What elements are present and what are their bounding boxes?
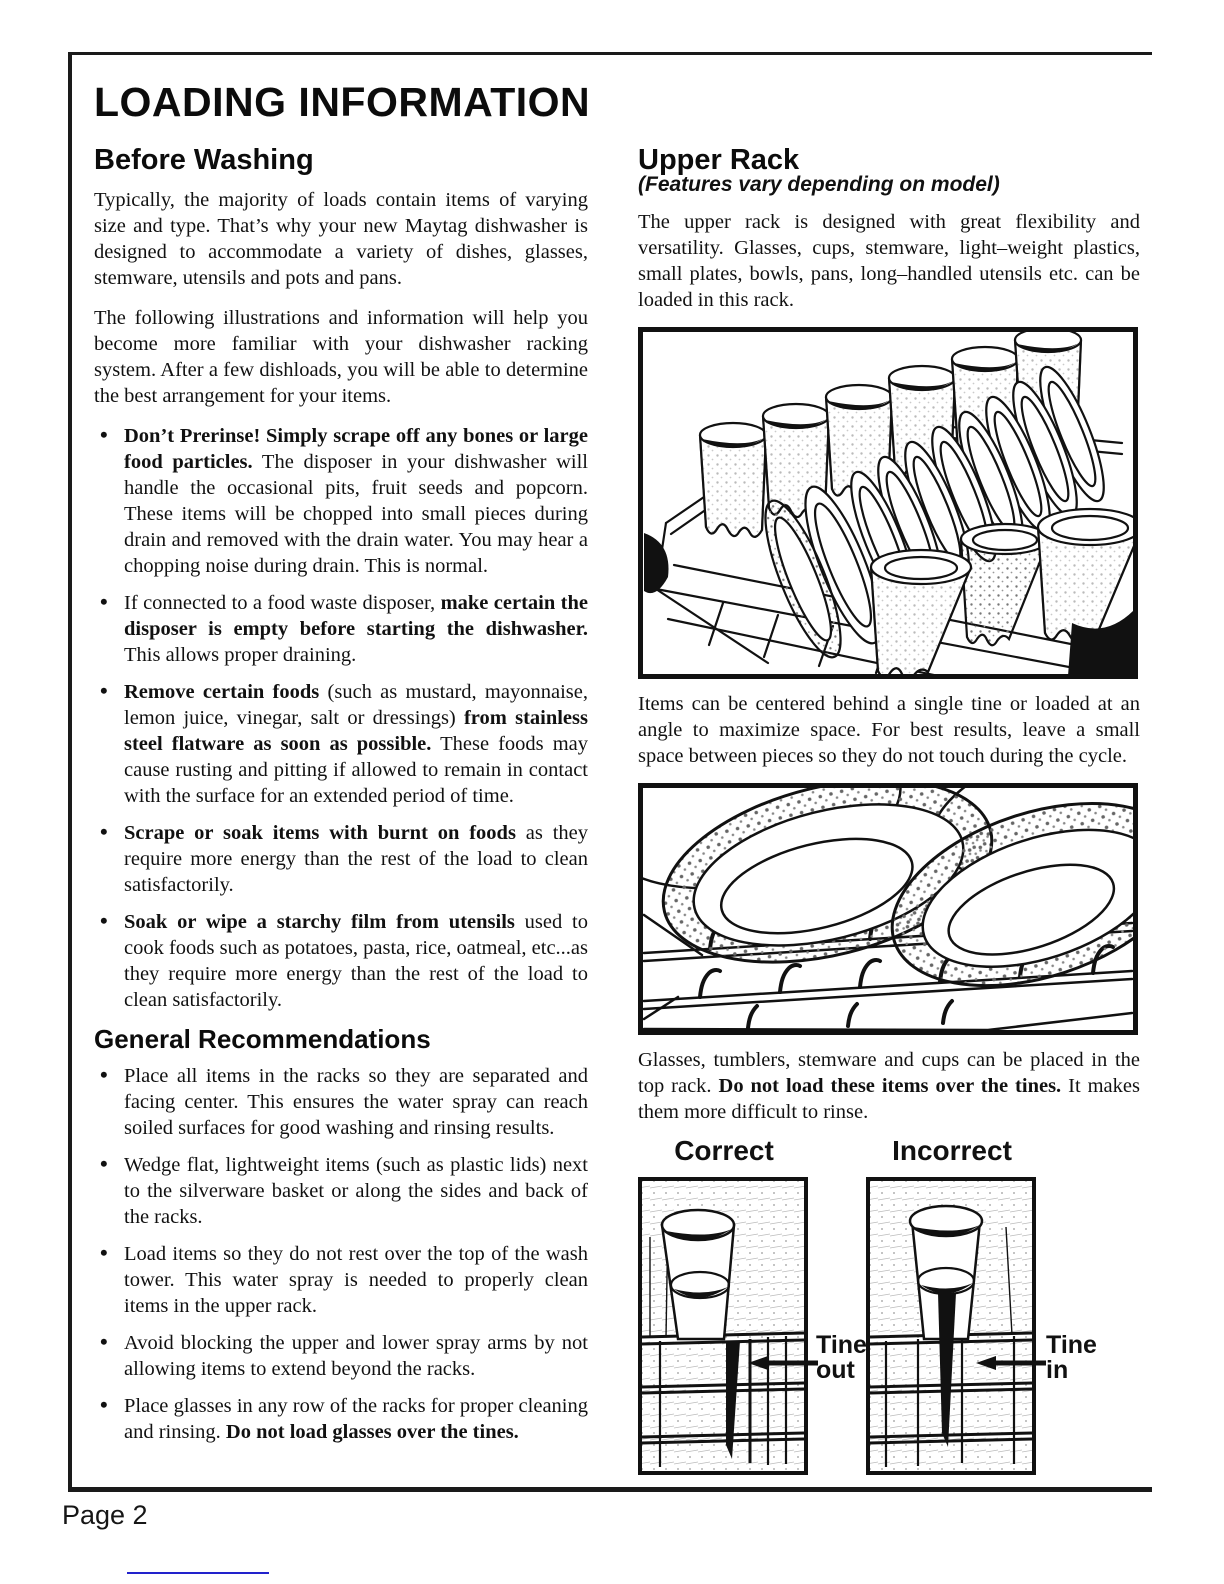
comparison-figures xyxy=(638,1177,1140,1479)
link-underline-artifact xyxy=(127,1572,269,1574)
column-left xyxy=(94,138,588,1479)
paragraph: The upper rack is designed with great flexibility and versatility. Glasses, cups, stemware, light–weight plastics, small plates, bowls, pans, long–handled utensils etc. can be loaded in this rack. xyxy=(638,211,1140,311)
heading-upper-rack: Upper Rack xyxy=(638,144,800,176)
bullet-text: Place all items in the racks so they are separated and facing center. This ensures the water spray can reach soiled surfaces for good washing and rinsing results. xyxy=(124,1065,588,1139)
incorrect-label: Incorrect xyxy=(892,1135,1012,1166)
upper-rack-loaded-illustration xyxy=(638,327,1138,679)
two-column-layout xyxy=(72,138,1152,1479)
bullet-item xyxy=(124,909,588,1013)
correct-image xyxy=(638,1177,808,1480)
bullet-text: Remove certain foods (such as mustard, mayonnaise, lemon juice, vinegar, salt or dressings) from stainless steel flatware as soon as possible. These foods may cause rusting and pitting if allowed to remain in contact with the surface for an extended period of time. xyxy=(124,681,588,807)
bullet-item xyxy=(124,820,588,898)
figure-upper-rack-loaded xyxy=(638,327,1140,679)
comparison-header xyxy=(638,1135,1140,1173)
bullet-text: Scrape or soak items with burnt on foods as they require more energy than the rest of the load to clean satisfactorily. xyxy=(124,822,588,896)
tine-out-arrow-icon xyxy=(746,1355,818,1371)
bullet-item xyxy=(124,1152,588,1230)
paragraph-text: Glasses, tumblers, stemware and cups can be placed in the top rack. Do not load these items over the tines. It makes them more difficult to rinse. xyxy=(638,1049,1140,1123)
before-washing-bullets xyxy=(94,423,588,1013)
bullet-item xyxy=(124,423,588,579)
bullet-text: Soak or wipe a starchy film from utensils used to cook foods such as potatoes, pasta, rice, oatmeal, etc...as they require more energy than the rest of the load to clean satisfactorily. xyxy=(124,911,588,1011)
page-frame xyxy=(68,52,1152,1492)
general-recommendations-bullets xyxy=(94,1063,588,1445)
upper-rack-subheading: (Features vary depending on model) xyxy=(638,173,1000,196)
bullet-item xyxy=(124,590,588,668)
bullet-text: Wedge flat, lightweight items (such as plastic lids) next to the silverware basket or along the sides and back of the racks. xyxy=(124,1154,588,1228)
column-right xyxy=(638,138,1140,1479)
tine-in-arrow-icon xyxy=(974,1355,1046,1371)
page-title: LOADING INFORMATION xyxy=(94,79,591,125)
figure-plates-at-angle xyxy=(638,783,1140,1035)
bullet-text: Don’t Prerinse! Simply scrape off any bones or large food particles. The disposer in your dishwasher will handle the occasional pits, fruit seeds and popcorn. These items will be chopped into small pieces during drain and removed with the drain water. You may hear a chopping noise during drain. This is normal. xyxy=(124,425,588,577)
bullet-text: Place glasses in any row of the racks for proper cleaning and rinsing. Do not load glasses over the tines. xyxy=(124,1395,588,1443)
page-number: Page 2 xyxy=(62,1500,148,1530)
bullet-item xyxy=(124,1063,588,1141)
paragraph xyxy=(638,1047,1140,1125)
heading-general-recommendations: General Recommendations xyxy=(94,1024,431,1054)
heading-before-washing: Before Washing xyxy=(94,144,314,176)
paragraph: Typically, the majority of loads contain items of varying size and type. That’s why your new Maytag dishwasher is designed to accommodate a variety of dishes, glasses, stemware, utensils and pots and pans. xyxy=(94,189,588,289)
bullet-item xyxy=(124,1241,588,1319)
tine-in-label: Tine in xyxy=(1046,1331,1097,1384)
paragraph: Items can be centered behind a single tine or loaded at an angle to maximize space. For best results, leave a small space between pieces so they do not touch during the cycle. xyxy=(638,693,1140,767)
plates-angle-illustration xyxy=(638,783,1138,1035)
incorrect-image xyxy=(866,1177,1036,1480)
bullet-item xyxy=(124,1330,588,1382)
correct-label: Correct xyxy=(674,1135,774,1166)
bullet-item xyxy=(124,1393,588,1445)
bullet-text: Avoid blocking the upper and lower spray arms by not allowing items to extend beyond the racks. xyxy=(124,1332,588,1380)
bullet-item xyxy=(124,679,588,809)
bullet-text: If connected to a food waste disposer, make certain the disposer is empty before starting the dishwasher. This allows proper draining. xyxy=(124,592,589,666)
bullet-text: Load items so they do not rest over the top of the wash tower. This water spray is needed to properly clean items in the upper rack. xyxy=(124,1243,588,1317)
tine-out-label: Tine out xyxy=(816,1331,867,1384)
paragraph: The following illustrations and information will help you become more familiar with your dishwasher racking system. After a few dishloads, you will be able to determine the best arrangement for your items. xyxy=(94,307,588,407)
